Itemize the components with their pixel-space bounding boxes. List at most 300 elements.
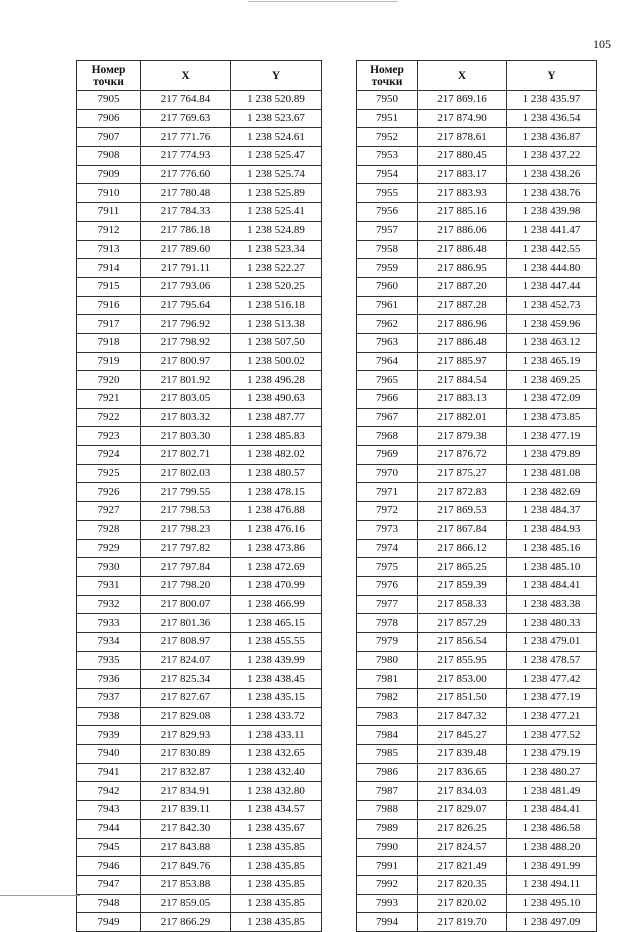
table-row <box>357 203 597 222</box>
cell-y: 1 238 480.33 <box>507 614 597 633</box>
cell-point-number: 7916 <box>77 296 141 315</box>
table-row <box>357 91 597 110</box>
cell-x: 217 803.32 <box>141 408 231 427</box>
cell-x: 217 791.11 <box>141 259 231 278</box>
cell-x: 217 865.25 <box>418 558 507 577</box>
cell-point-number: 7964 <box>357 352 418 371</box>
table-row <box>77 595 322 614</box>
cell-y: 1 238 484.37 <box>507 502 597 521</box>
header-point-number: Номер точки <box>357 61 418 91</box>
cell-point-number: 7973 <box>357 520 418 539</box>
cell-x: 217 886.96 <box>418 315 507 334</box>
cell-y: 1 238 437.22 <box>507 147 597 166</box>
cell-y: 1 238 525.89 <box>231 184 322 203</box>
cell-point-number: 7957 <box>357 221 418 240</box>
table-row <box>77 894 322 913</box>
cell-y: 1 238 525.74 <box>231 165 322 184</box>
cell-y: 1 238 432.80 <box>231 782 322 801</box>
table-row <box>357 857 597 876</box>
table-row <box>357 427 597 446</box>
cell-point-number: 7914 <box>77 259 141 278</box>
table-row <box>357 539 597 558</box>
cell-y: 1 238 432.40 <box>231 763 322 782</box>
table-row <box>77 352 322 371</box>
cell-x: 217 869.53 <box>418 502 507 521</box>
table-row <box>357 651 597 670</box>
table-row <box>77 147 322 166</box>
table-row <box>357 502 597 521</box>
table-row <box>77 689 322 708</box>
cell-y: 1 238 520.89 <box>231 91 322 110</box>
cell-x: 217 839.48 <box>418 745 507 764</box>
table-row <box>77 315 322 334</box>
cell-x: 217 884.54 <box>418 371 507 390</box>
table-row <box>77 259 322 278</box>
cell-y: 1 238 436.54 <box>507 109 597 128</box>
cell-x: 217 797.82 <box>141 539 231 558</box>
coordinates-table-left <box>76 60 322 932</box>
cell-x: 217 800.97 <box>141 352 231 371</box>
cell-point-number: 7994 <box>357 913 418 932</box>
cell-point-number: 7939 <box>77 726 141 745</box>
cell-point-number: 7950 <box>357 91 418 110</box>
table-row <box>357 333 597 352</box>
cell-point-number: 7982 <box>357 689 418 708</box>
cell-y: 1 238 477.19 <box>507 689 597 708</box>
cell-point-number: 7906 <box>77 109 141 128</box>
table-header-row <box>77 61 322 91</box>
cell-x: 217 883.17 <box>418 165 507 184</box>
cell-point-number: 7922 <box>77 408 141 427</box>
table-row <box>357 165 597 184</box>
table-row <box>77 576 322 595</box>
cell-y: 1 238 520.25 <box>231 277 322 296</box>
table-row <box>77 857 322 876</box>
coordinates-table-right <box>356 60 597 932</box>
cell-y: 1 238 432.65 <box>231 745 322 764</box>
cell-x: 217 829.08 <box>141 707 231 726</box>
cell-point-number: 7972 <box>357 502 418 521</box>
table-row <box>77 296 322 315</box>
cell-point-number: 7927 <box>77 502 141 521</box>
table-row <box>357 390 597 409</box>
cell-point-number: 7948 <box>77 894 141 913</box>
cell-y: 1 238 485.16 <box>507 539 597 558</box>
table-row <box>77 651 322 670</box>
table-row <box>357 259 597 278</box>
cell-y: 1 238 523.67 <box>231 109 322 128</box>
cell-x: 217 830.89 <box>141 745 231 764</box>
table-row <box>77 128 322 147</box>
cell-x: 217 872.83 <box>418 483 507 502</box>
table-row <box>77 408 322 427</box>
cell-x: 217 845.27 <box>418 726 507 745</box>
cell-y: 1 238 485.10 <box>507 558 597 577</box>
cell-y: 1 238 496.28 <box>231 371 322 390</box>
cell-y: 1 238 438.76 <box>507 184 597 203</box>
table-row <box>77 819 322 838</box>
cell-x: 217 875.27 <box>418 464 507 483</box>
cell-point-number: 7984 <box>357 726 418 745</box>
table-row <box>77 109 322 128</box>
cell-point-number: 7924 <box>77 446 141 465</box>
cell-x: 217 879.38 <box>418 427 507 446</box>
table-row <box>357 614 597 633</box>
cell-y: 1 238 459.96 <box>507 315 597 334</box>
cell-x: 217 774.93 <box>141 147 231 166</box>
table-row <box>357 801 597 820</box>
cell-y: 1 238 435.85 <box>231 838 322 857</box>
cell-y: 1 238 435.67 <box>231 819 322 838</box>
cell-point-number: 7976 <box>357 576 418 595</box>
cell-x: 217 798.23 <box>141 520 231 539</box>
cell-x: 217 834.03 <box>418 782 507 801</box>
table-row <box>77 782 322 801</box>
cell-x: 217 796.92 <box>141 315 231 334</box>
cell-x: 217 797.84 <box>141 558 231 577</box>
cell-x: 217 885.16 <box>418 203 507 222</box>
header-y: Y <box>507 61 597 91</box>
header-y: Y <box>231 61 322 91</box>
cell-point-number: 7954 <box>357 165 418 184</box>
cell-point-number: 7970 <box>357 464 418 483</box>
cell-y: 1 238 484.41 <box>507 576 597 595</box>
cell-x: 217 784.33 <box>141 203 231 222</box>
cell-point-number: 7945 <box>77 838 141 857</box>
cell-y: 1 238 524.61 <box>231 128 322 147</box>
cell-x: 217 827.67 <box>141 689 231 708</box>
cell-y: 1 238 481.49 <box>507 782 597 801</box>
cell-x: 217 795.64 <box>141 296 231 315</box>
table-row <box>77 221 322 240</box>
cell-x: 217 859.39 <box>418 576 507 595</box>
cell-x: 217 771.76 <box>141 128 231 147</box>
cell-point-number: 7968 <box>357 427 418 446</box>
table-row <box>77 632 322 651</box>
cell-point-number: 7981 <box>357 670 418 689</box>
cell-point-number: 7966 <box>357 390 418 409</box>
cell-y: 1 238 465.19 <box>507 352 597 371</box>
cell-y: 1 238 483.38 <box>507 595 597 614</box>
table-row <box>357 875 597 894</box>
cell-x: 217 858.33 <box>418 595 507 614</box>
cell-x: 217 798.53 <box>141 502 231 521</box>
cell-x: 217 886.48 <box>418 240 507 259</box>
table-row <box>77 464 322 483</box>
table-row <box>357 128 597 147</box>
cell-point-number: 7929 <box>77 539 141 558</box>
cell-y: 1 238 497.09 <box>507 913 597 932</box>
table-row <box>357 707 597 726</box>
table-row <box>357 221 597 240</box>
table-row <box>357 689 597 708</box>
table-row <box>77 240 322 259</box>
cell-x: 217 876.72 <box>418 446 507 465</box>
cell-x: 217 842.30 <box>141 819 231 838</box>
cell-x: 217 885.97 <box>418 352 507 371</box>
cell-point-number: 7942 <box>77 782 141 801</box>
table-row <box>357 670 597 689</box>
header-point-number: Номер точки <box>77 61 141 91</box>
table-row <box>77 371 322 390</box>
table-row <box>77 763 322 782</box>
cell-y: 1 238 439.99 <box>231 651 322 670</box>
cell-y: 1 238 435.85 <box>231 857 322 876</box>
cell-y: 1 238 455.55 <box>231 632 322 651</box>
cell-point-number: 7949 <box>77 913 141 932</box>
table-row <box>357 838 597 857</box>
cell-x: 217 764.84 <box>141 91 231 110</box>
cell-y: 1 238 522.27 <box>231 259 322 278</box>
cell-point-number: 7974 <box>357 539 418 558</box>
cell-x: 217 847.32 <box>418 707 507 726</box>
cell-point-number: 7951 <box>357 109 418 128</box>
cell-x: 217 869.16 <box>418 91 507 110</box>
cell-point-number: 7987 <box>357 782 418 801</box>
cell-x: 217 802.71 <box>141 446 231 465</box>
cell-x: 217 887.28 <box>418 296 507 315</box>
cell-y: 1 238 478.57 <box>507 651 597 670</box>
cell-x: 217 874.90 <box>418 109 507 128</box>
table-row <box>357 819 597 838</box>
cell-y: 1 238 484.41 <box>507 801 597 820</box>
cell-x: 217 803.05 <box>141 390 231 409</box>
cell-y: 1 238 435.85 <box>231 875 322 894</box>
cell-point-number: 7986 <box>357 763 418 782</box>
cell-x: 217 882.01 <box>418 408 507 427</box>
cell-y: 1 238 484.93 <box>507 520 597 539</box>
cell-point-number: 7926 <box>77 483 141 502</box>
cell-y: 1 238 465.15 <box>231 614 322 633</box>
cell-y: 1 238 439.98 <box>507 203 597 222</box>
cell-y: 1 238 523.34 <box>231 240 322 259</box>
table-row <box>77 277 322 296</box>
cell-y: 1 238 479.89 <box>507 446 597 465</box>
cell-x: 217 802.03 <box>141 464 231 483</box>
cell-point-number: 7923 <box>77 427 141 446</box>
cell-point-number: 7928 <box>77 520 141 539</box>
table-row <box>357 520 597 539</box>
table-row <box>357 147 597 166</box>
cell-point-number: 7963 <box>357 333 418 352</box>
cell-y: 1 238 444.80 <box>507 259 597 278</box>
table-row <box>77 520 322 539</box>
table-row <box>357 913 597 932</box>
cell-point-number: 7905 <box>77 91 141 110</box>
table-row <box>77 184 322 203</box>
cell-x: 217 798.20 <box>141 576 231 595</box>
cell-point-number: 7944 <box>77 819 141 838</box>
cell-x: 217 769.63 <box>141 109 231 128</box>
cell-y: 1 238 482.02 <box>231 446 322 465</box>
cell-point-number: 7953 <box>357 147 418 166</box>
cell-point-number: 7993 <box>357 894 418 913</box>
cell-y: 1 238 482.69 <box>507 483 597 502</box>
cell-point-number: 7991 <box>357 857 418 876</box>
table-row <box>77 614 322 633</box>
page-number: 105 <box>593 37 611 51</box>
cell-y: 1 238 481.08 <box>507 464 597 483</box>
cell-point-number: 7946 <box>77 857 141 876</box>
table-row <box>357 240 597 259</box>
cell-y: 1 238 525.41 <box>231 203 322 222</box>
cell-y: 1 238 477.21 <box>507 707 597 726</box>
table-row <box>357 894 597 913</box>
cell-x: 217 799.55 <box>141 483 231 502</box>
table-row <box>357 315 597 334</box>
cell-x: 217 824.57 <box>418 838 507 857</box>
cell-x: 217 883.93 <box>418 184 507 203</box>
cell-x: 217 808.97 <box>141 632 231 651</box>
cell-y: 1 238 476.16 <box>231 520 322 539</box>
cell-point-number: 7936 <box>77 670 141 689</box>
cell-point-number: 7990 <box>357 838 418 857</box>
table-header-row <box>357 61 597 91</box>
cell-y: 1 238 435.97 <box>507 91 597 110</box>
cell-point-number: 7988 <box>357 801 418 820</box>
cell-point-number: 7961 <box>357 296 418 315</box>
cell-x: 217 839.11 <box>141 801 231 820</box>
table-row <box>357 184 597 203</box>
cell-x: 217 789.60 <box>141 240 231 259</box>
table-row <box>357 763 597 782</box>
cell-point-number: 7908 <box>77 147 141 166</box>
cell-point-number: 7912 <box>77 221 141 240</box>
table-row <box>357 576 597 595</box>
cell-y: 1 238 436.87 <box>507 128 597 147</box>
cell-point-number: 7969 <box>357 446 418 465</box>
cell-point-number: 7952 <box>357 128 418 147</box>
cell-y: 1 238 494.11 <box>507 875 597 894</box>
cell-point-number: 7917 <box>77 315 141 334</box>
cell-point-number: 7947 <box>77 875 141 894</box>
table-row <box>357 745 597 764</box>
cell-x: 217 843.88 <box>141 838 231 857</box>
cell-point-number: 7921 <box>77 390 141 409</box>
table-row <box>357 782 597 801</box>
table-row <box>357 632 597 651</box>
table-row <box>77 707 322 726</box>
table-row <box>77 502 322 521</box>
cell-point-number: 7989 <box>357 819 418 838</box>
table-row <box>357 371 597 390</box>
cell-y: 1 238 473.86 <box>231 539 322 558</box>
cell-x: 217 836.65 <box>418 763 507 782</box>
cell-point-number: 7992 <box>357 875 418 894</box>
table-row <box>357 558 597 577</box>
cell-point-number: 7983 <box>357 707 418 726</box>
cell-x: 217 825.34 <box>141 670 231 689</box>
cell-x: 217 803.30 <box>141 427 231 446</box>
cell-x: 217 776.60 <box>141 165 231 184</box>
cell-y: 1 238 485.83 <box>231 427 322 446</box>
cell-point-number: 7918 <box>77 333 141 352</box>
cell-x: 217 824.07 <box>141 651 231 670</box>
table-row <box>77 203 322 222</box>
cell-x: 217 829.07 <box>418 801 507 820</box>
cell-point-number: 7938 <box>77 707 141 726</box>
cell-x: 217 880.45 <box>418 147 507 166</box>
table-row <box>77 390 322 409</box>
cell-x: 217 793.06 <box>141 277 231 296</box>
cell-x: 217 886.95 <box>418 259 507 278</box>
cell-point-number: 7907 <box>77 128 141 147</box>
cell-y: 1 238 476.88 <box>231 502 322 521</box>
cell-x: 217 859.05 <box>141 894 231 913</box>
cell-x: 217 853.88 <box>141 875 231 894</box>
header-x: X <box>418 61 507 91</box>
cell-y: 1 238 480.27 <box>507 763 597 782</box>
table-row <box>77 745 322 764</box>
cell-x: 217 855.95 <box>418 651 507 670</box>
cell-point-number: 7943 <box>77 801 141 820</box>
table-row <box>357 296 597 315</box>
table-row <box>77 726 322 745</box>
cell-x: 217 820.02 <box>418 894 507 913</box>
cell-point-number: 7913 <box>77 240 141 259</box>
cell-point-number: 7956 <box>357 203 418 222</box>
cell-y: 1 238 513.38 <box>231 315 322 334</box>
cell-x: 217 786.18 <box>141 221 231 240</box>
table-row <box>357 109 597 128</box>
cell-point-number: 7915 <box>77 277 141 296</box>
cell-y: 1 238 477.52 <box>507 726 597 745</box>
cell-x: 217 834.91 <box>141 782 231 801</box>
cell-x: 217 857.29 <box>418 614 507 633</box>
table-row <box>357 352 597 371</box>
cell-x: 217 832.87 <box>141 763 231 782</box>
table-row <box>357 483 597 502</box>
table-row <box>357 464 597 483</box>
cell-y: 1 238 470.99 <box>231 576 322 595</box>
cell-y: 1 238 480.57 <box>231 464 322 483</box>
cell-x: 217 851.50 <box>418 689 507 708</box>
cell-y: 1 238 472.09 <box>507 390 597 409</box>
cell-y: 1 238 507.50 <box>231 333 322 352</box>
cell-y: 1 238 524.89 <box>231 221 322 240</box>
table-row <box>77 333 322 352</box>
cell-y: 1 238 438.45 <box>231 670 322 689</box>
table-row <box>77 838 322 857</box>
cell-point-number: 7980 <box>357 651 418 670</box>
cell-y: 1 238 516.18 <box>231 296 322 315</box>
cell-y: 1 238 473.85 <box>507 408 597 427</box>
cell-x: 217 886.06 <box>418 221 507 240</box>
cell-y: 1 238 434.57 <box>231 801 322 820</box>
table-row <box>77 558 322 577</box>
table-row <box>77 913 322 932</box>
table-row <box>357 446 597 465</box>
cell-point-number: 7959 <box>357 259 418 278</box>
cell-y: 1 238 477.42 <box>507 670 597 689</box>
cell-point-number: 7910 <box>77 184 141 203</box>
cell-x: 217 883.13 <box>418 390 507 409</box>
cell-x: 217 849.76 <box>141 857 231 876</box>
cell-y: 1 238 433.11 <box>231 726 322 745</box>
cell-point-number: 7925 <box>77 464 141 483</box>
cell-point-number: 7977 <box>357 595 418 614</box>
cell-y: 1 238 488.20 <box>507 838 597 857</box>
cell-point-number: 7935 <box>77 651 141 670</box>
cell-x: 217 780.48 <box>141 184 231 203</box>
cell-y: 1 238 525.47 <box>231 147 322 166</box>
cell-point-number: 7920 <box>77 371 141 390</box>
cell-y: 1 238 495.10 <box>507 894 597 913</box>
table-row <box>357 726 597 745</box>
cell-y: 1 238 487.77 <box>231 408 322 427</box>
cell-x: 217 878.61 <box>418 128 507 147</box>
table-row <box>77 165 322 184</box>
